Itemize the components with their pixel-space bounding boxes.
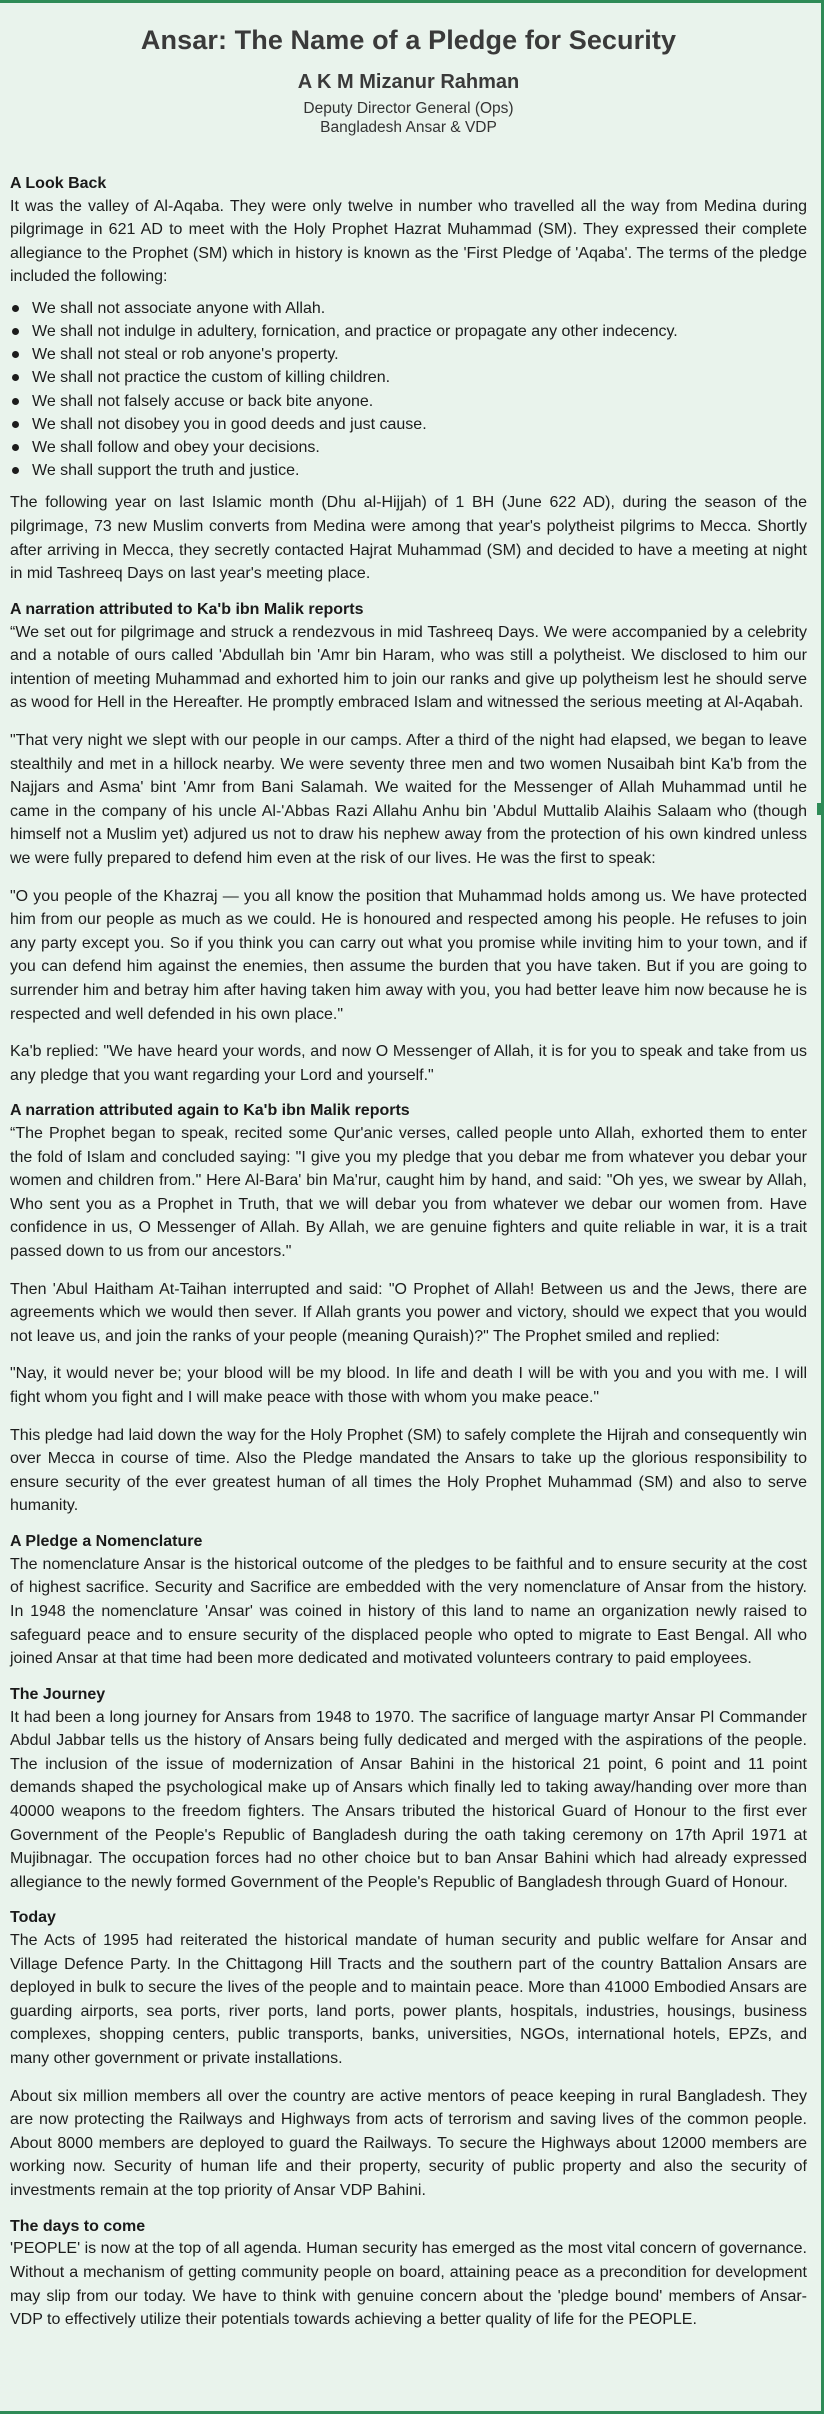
- paragraph: Then 'Abul Haitham At-Taihan interrupted and said: "O Prophet of Allah! Between us and the Jews, there are agreements which we would then sever. If Allah grants you power and victory, should we expect that you would not leave us, and join the ranks of your people (meaning Quraish)?" The Prophet smiled and replied:: [10, 1280, 807, 1345]
- article-title: Ansar: The Name of a Pledge for Security: [140, 25, 677, 55]
- section-heading: Today: [10, 1909, 56, 1927]
- section-heading: A Look Back: [10, 174, 107, 192]
- section-heading: A narration attributed again to Ka'b ibn Malik reports: [10, 1102, 410, 1120]
- list-item-text: We shall not practice the custom of killing children.: [32, 369, 391, 387]
- paragraph: It had been a long journey for Ansars from 1948 to 1970. The sacrifice of language martyr Ansar Pl Commander Abdul Jabbar tells us the history of Ansars being fully dedicated and merged with the aspirations of the people. The inclusion of the issue of modernization of Ansar Bahini in the historical 21 point, 6 point and 11 point demands shaped the psychological make up of Ansars which finally led to taking away/handing over more than 40000 weapons to the freedom fighters. The Ansars tributed the historical Guard of Honour to the first ever Government of the People's Republic of Bangladesh during the oath taking ceremony on 17th April 1971 at Mujibnagar. The occupation forces had no other choice but to ban Ansar Bahini which had already expressed allegiance to the newly formed Government of the People's Republic of Bangladesh through Guard of Honour.: [10, 1708, 807, 1891]
- bullet-icon: [12, 398, 19, 405]
- article-content: [0, 3, 821, 2332]
- section-pledge-nomenclature: [10, 1532, 807, 1671]
- list-item-text: We shall support the truth and justice.: [32, 462, 300, 480]
- list-item-text: We shall not indulge in adultery, fornication, and practice or propagate any other indecency.: [32, 323, 678, 341]
- section-heading: A narration attributed to Ka'b ibn Malik reports: [10, 600, 364, 618]
- author-byline: [10, 70, 807, 138]
- paragraph: “We set out for pilgrimage and struck a rendezvous in mid Tashreeq Days. We were accompanied by a celebrity and a notable of ours called 'Abdullah bin 'Amr bin Haram, who was still a polytheist. We disclosed to him our intention of meeting Muhammad and exhorted him to join our ranks and give up polytheism lest he should serve as wood for Hell in the Hereafter. He promptly embraced Islam and witnessed the serious meeting at Al-Aqabah.: [10, 623, 807, 712]
- pledge-terms-list: [10, 297, 807, 483]
- bullet-icon: [12, 374, 19, 381]
- list-item-text: We shall not associate anyone with Allah.: [32, 299, 326, 317]
- bullet-icon: [12, 328, 19, 335]
- paragraph: About six million members all over the country are active mentors of peace keeping in rural Bangladesh. They are now protecting the Railways and Highways from acts of terrorism and saving lives of the common people. About 8000 members are deployed to guard the Railways. To secure the Highways about 12000 members are working now. Security of human life and their property, security of public property and also the security of investments remain at the top priority of Ansar VDP Bahini.: [10, 2087, 807, 2200]
- paragraph: "Nay, it would never be; your blood will be my blood. In life and death I will be with you and you with me. I will fight whom you fight and I will make peace with those with whom you make peace.": [10, 1365, 807, 1407]
- bullet-icon: [12, 467, 19, 474]
- list-item: [10, 366, 807, 389]
- section-kab-narration: [10, 600, 807, 1087]
- bullet-icon: [12, 421, 19, 428]
- author-organization: Bangladesh Ansar & VDP: [320, 119, 497, 137]
- section-a-look-back: [10, 174, 807, 586]
- paragraph: The following year on last Islamic month (Dhu al-Hijjah) of 1 BH (June 622 AD), during the season of the pilgrimage, 73 new Muslim converts from Medina were among that year's polytheist pilgrims to Mecca. Shortly after arriving in Mecca, they secretly contacted Hajrat Muhammad (SM) and decided to have a meeting at night in mid Tashreeq Days on last year's meeting place.: [10, 494, 807, 583]
- section-today: [10, 1908, 807, 2202]
- paragraph: The Acts of 1995 had reiterated the historical mandate of human security and public welfare for Ansar and Village Defence Party. In the Chittagong Hill Tracts and the southern part of the country Battalion Ansars are deployed in bulk to secure the lives of the people and to maintain peace. More than 41000 Embodied Ansars are guarding airports, sea ports, river ports, land ports, power plants, hospitals, industries, housings, business complexes, shopping centers, public transports, banks, universities, NGOs, international hotels, EPZs, and many other government or private installations.: [10, 1932, 807, 2068]
- section-days-to-come: [10, 2217, 807, 2332]
- list-item: [10, 297, 807, 320]
- bullet-icon: [12, 444, 19, 451]
- list-item-text: We shall follow and obey your decisions.: [32, 439, 320, 457]
- paragraph: The nomenclature Ansar is the historical outcome of the pledges to be faithful and to ensure security at the cost of highest sacrifice. Security and Sacrifice are embedded with the very nomenclature of Ansar from the history. In 1948 the nomenclature 'Ansar' was coined in history of this land to name an organization newly raised to safeguard peace and to ensure security of the displaced people who opted to migrate to East Bengal. All who joined Ansar at that time had been more dedicated and motivated volunteers contrary to paid employees.: [10, 1555, 807, 1668]
- section-heading: A Pledge a Nomenclature: [10, 1532, 203, 1550]
- list-item-text: We shall not disobey you in good deeds and just cause.: [32, 415, 427, 433]
- paragraph: This pledge had laid down the way for the Holy Prophet (SM) to safely complete the Hijrah and consequently win over Mecca in course of time. Also the Pledge mandated the Ansars to take up the glorious responsibility to ensure security of the ever greatest human of all times the Holy Prophet Muhammad (SM) and also to serve humanity.: [10, 1426, 807, 1515]
- frame-edge-mark: [817, 803, 821, 815]
- author-designation: Deputy Director General (Ops): [303, 100, 514, 117]
- section-kab-narration-again: [10, 1101, 807, 1518]
- list-item: [10, 436, 807, 459]
- paragraph: "That very night we slept with our people in our camps. After a third of the night had elapsed, we began to leave stealthily and met in a hillock nearby. We were seventy three men and two women Nusaibah bint Ka'b from the Najjars and Asma' bint 'Amr from Bani Salamah. We waited for the Messenger of Allah Muhammad until he came in the company of his uncle Al-'Abbas Razi Allahu Anhu bin 'Abdul Muttalib Alaihis Salaam who (though himself not a Muslim yet) adjured us not to draw his nephew away from the protection of his own kindred unless we were fully prepared to defend him even at the risk of our lives. He was the first to speak:: [10, 731, 807, 867]
- bullet-icon: [12, 305, 19, 312]
- paragraph: It was the valley of Al-Aqaba. They were only twelve in number who travelled all the way from Medina during pilgrimage in 621 AD to meet with the Holy Prophet Hazrat Muhammad (SM). They expressed their complete allegiance to the Prophet (SM) which in history is known as the 'First Pledge of 'Aqaba'. The terms of the pledge included the following:: [10, 197, 807, 286]
- paragraph: "O you people of the Khazraj — you all know the position that Muhammad holds among us. We have protected him from our people as much as we could. He is honoured and respected among his people. He refuses to join any party except you. So if you think you can carry out what you promise while inviting him to your town, and if you can defend him against the enemies, then assume the burden that you have taken. But if you are going to surrender him and betray him after having taken him away with you, you had better leave him now because he is respected and well defended in his own place.": [10, 887, 807, 1023]
- paragraph: Ka'b replied: "We have heard your words, and now O Messenger of Allah, it is for you to speak and take from us any pledge that you want regarding your Lord and yourself.": [10, 1043, 807, 1084]
- section-the-journey: [10, 1685, 807, 1895]
- paragraph: 'PEOPLE' is now at the top of all agenda. Human security has emerged as the most vital concern of governance. Without a mechanism of getting community people on board, attaining peace as a precondition for development may slip from our today. We have to think with genuine concern about the 'pledge bound' members of Ansar-VDP to effectively utilize their potentials towards achieving a better quality of life for the PEOPLE.: [10, 2240, 807, 2329]
- list-item: [10, 413, 807, 436]
- bullet-icon: [12, 351, 19, 358]
- section-heading: The days to come: [10, 2217, 146, 2235]
- list-item: [10, 390, 807, 413]
- author-name: A K M Mizanur Rahman: [297, 71, 520, 93]
- paragraph: “The Prophet began to speak, recited some Qur'anic verses, called people unto Allah, exhorted them to enter the fold of Islam and concluded saying: "I give you my pledge that you debar me from whatever you debar your women and children from." Here Al-Bara' bin Ma'rur, caught him by hand, and said: "Oh yes, we swear by Allah, Who sent you as a Prophet in Truth, that we will debar you from whatever we debar our women from. Have confidence in us, O Messenger of Allah. By Allah, we are genuine fighters and quite reliable in war, it is a trait passed down to us from our ancestors.": [10, 1125, 807, 1261]
- list-item: [10, 343, 807, 366]
- list-item: [10, 459, 807, 482]
- section-heading: The Journey: [10, 1685, 106, 1703]
- list-item-text: We shall not steal or rob anyone's property.: [32, 346, 339, 364]
- list-item: [10, 320, 807, 343]
- list-item-text: We shall not falsely accuse or back bite anyone.: [32, 392, 374, 410]
